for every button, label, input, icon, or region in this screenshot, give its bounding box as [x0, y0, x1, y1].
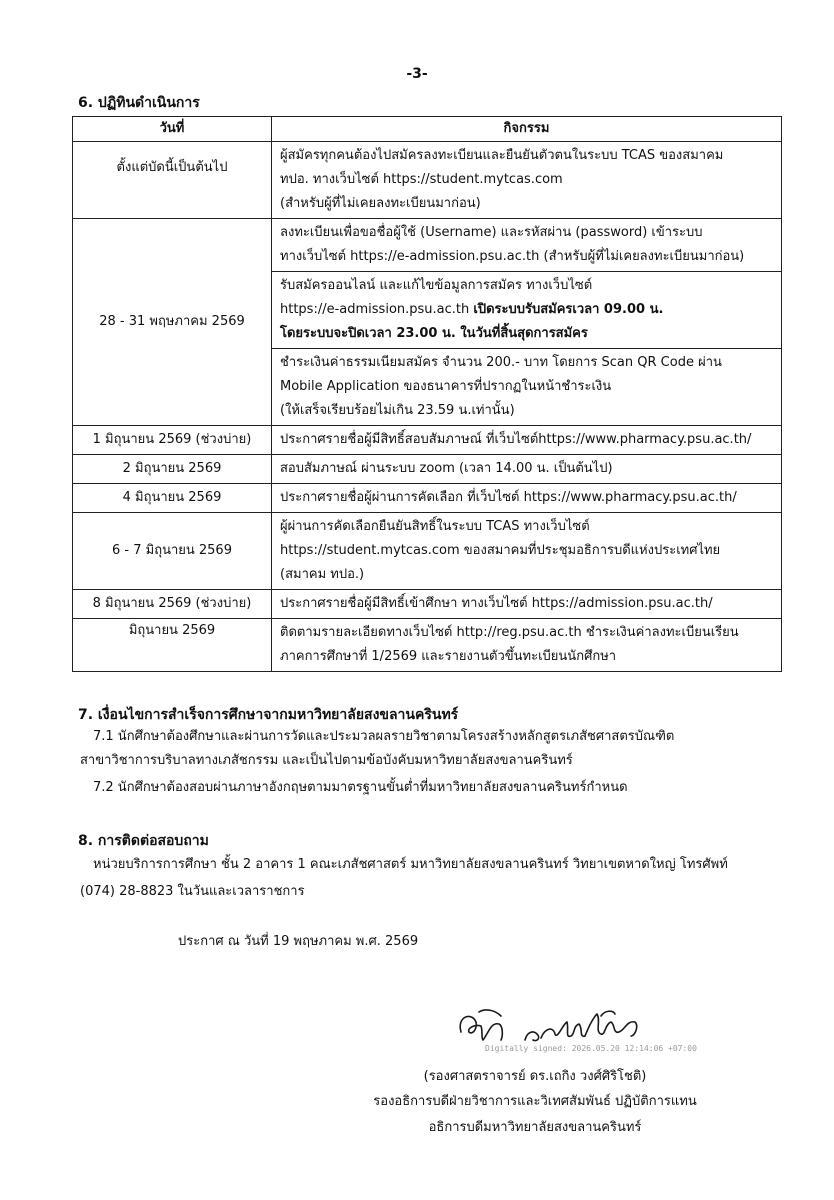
activity-line: สอบสัมภาษณ์ ผ่านระบบ zoom (เวลา 14.00 น. เป็นต้นไป)	[280, 461, 613, 476]
activity-line: ผู้ผ่านการคัดเลือกยืนยันสิทธิ์ในระบบ TCAS ทางเว็บไซต์	[280, 519, 590, 534]
date-text: 8 มิถุนายน 2569 (ช่วงบ่าย)	[92, 596, 252, 611]
date-cell	[73, 619, 272, 672]
table-row	[73, 426, 782, 455]
date-cell	[73, 484, 272, 513]
date-text: 1 มิถุนายน 2569 (ช่วงบ่าย)	[92, 432, 252, 447]
digital-signature-note: Digitally signed: 2026.05.20 12:14:06 +07:00	[485, 1044, 697, 1053]
table-row	[73, 484, 782, 513]
activity-line: (สมาคม ทปอ.)	[280, 567, 365, 582]
date-cell	[73, 426, 272, 455]
activity-line: ทปอ. ทางเว็บไซต์ https://student.mytcas.com	[280, 172, 563, 187]
activity-line: ประกาศรายชื่อผู้มีสิทธิ์สอบสัมภาษณ์ ที่เว็บไซต์https://www.pharmacy.psu.ac.th/	[280, 432, 752, 447]
table-row	[73, 590, 782, 619]
date-cell	[73, 513, 272, 590]
activity-line: ผู้สมัครทุกคนต้องไปสมัครลงทะเบียนและยืนยันตัวตนในระบบ TCAS ของสมาคม	[280, 148, 724, 163]
activity-line: ภาคการศึกษาที่ 1/2569 และรายงานตัวขึ้นทะเบียนนักศึกษา	[280, 649, 617, 664]
condition-7-1-line1: 7.1 นักศึกษาต้องศึกษาและผ่านการวัดและประมวลผลรายวิชาตามโครงสร้างหลักสูตรเภสัชศาสตรบัณฑิต	[93, 729, 675, 744]
contact-line1: หน่วยบริการการศึกษา ชั้น 2 อาคาร 1 คณะเภสัชศาสตร์ มหาวิทยาลัยสงขลานครินทร์ วิทยาเขตหาดใหญ่ โทรศัพท์	[93, 857, 728, 872]
header-date: วันที่	[73, 117, 272, 142]
activity-line: ลงทะเบียนเพื่อขอชื่อผู้ใช้ (Username) และรหัสผ่าน (password) เข้าระบบ	[280, 225, 703, 240]
activity-cell	[272, 142, 782, 219]
activity-cell	[272, 590, 782, 619]
activity-line: รับสมัครออนไลน์ และแก้ไขข้อมูลการสมัคร ทางเว็บไซต์	[280, 278, 593, 293]
section-7-heading: 7. เงื่อนไขการสำเร็จการศึกษาจากมหาวิทยาลัยสงขลานครินทร์	[78, 707, 459, 723]
activity-line: Mobile Application ของธนาคารที่ปรากฏในหน้าชำระเงิน	[280, 379, 612, 394]
date-text: ตั้งแต่บัดนี้เป็นต้นไป	[116, 160, 228, 175]
table-row	[73, 455, 782, 484]
activity-cell	[272, 619, 782, 672]
activity-bold-text: เปิดระบบรับสมัครเวลา 09.00 น.	[473, 302, 664, 317]
date-cell	[73, 219, 272, 426]
signatory-name: (รองศาสตราจารย์ ดร.เถกิง วงศ์ศิริโชติ)	[423, 1069, 647, 1084]
signatory-position: อธิการบดีมหาวิทยาลัยสงขลานครินทร์	[428, 1120, 642, 1135]
activity-cell	[272, 455, 782, 484]
activity-line: (สำหรับผู้ที่ไม่เคยลงทะเบียนมาก่อน)	[280, 196, 481, 211]
date-text: 28 - 31 พฤษภาคม 2569	[99, 314, 245, 329]
section-8-heading: 8. การติดต่อสอบถาม	[78, 833, 209, 849]
table-row	[73, 513, 782, 590]
date-cell	[73, 455, 272, 484]
date-cell	[73, 142, 272, 219]
contact-line2: (074) 28-8823 ในวันและเวลาราชการ	[80, 884, 305, 899]
activity-line: ชำระเงินค่าธรรมเนียมสมัคร จำนวน 200.- บาท โดยการ Scan QR Code ผ่าน	[280, 355, 722, 370]
activity-line: (ให้เสร็จเรียบร้อยไม่เกิน 23.59 น.เท่านั้น)	[280, 403, 515, 418]
date-text: 2 มิถุนายน 2569	[122, 461, 222, 476]
table-header-row	[73, 117, 782, 142]
date-text: 4 มิถุนายน 2569	[122, 490, 222, 505]
condition-7-1-line2: สาขาวิชาการบริบาลทางเภสัชกรรม และเป็นไปตามข้อบังคับมหาวิทยาลัยสงขลานครินทร์	[80, 753, 573, 768]
activity-cell	[272, 426, 782, 455]
schedule-table	[72, 116, 782, 672]
date-cell	[73, 590, 272, 619]
announcement-date: ประกาศ ณ วันที่ 19 พฤษภาคม พ.ศ. 2569	[178, 934, 419, 949]
activity-cell	[272, 349, 782, 426]
page-number: -3-	[406, 66, 428, 82]
activity-cell	[272, 219, 782, 272]
activity-cell	[272, 272, 782, 349]
activity-url: https://e-admission.psu.ac.th	[280, 302, 474, 317]
table-row	[73, 219, 782, 272]
activity-line: ประกาศรายชื่อผู้ผ่านการคัดเลือก ที่เว็บไซต์ https://www.pharmacy.psu.ac.th/	[280, 490, 737, 505]
table-row	[73, 619, 782, 672]
activity-line: ทางเว็บไซต์ https://e-admission.psu.ac.th (สำหรับผู้ที่ไม่เคยลงทะเบียนมาก่อน)	[280, 249, 745, 264]
date-text: มิถุนายน 2569	[128, 623, 216, 638]
activity-line	[280, 298, 775, 322]
activity-line: ประกาศรายชื่อผู้มีสิทธิ์เข้าศึกษา ทางเว็บไซต์ https://admission.psu.ac.th/	[280, 596, 713, 611]
activity-cell	[272, 484, 782, 513]
table-row	[73, 142, 782, 219]
header-activity: กิจกรรม	[272, 117, 782, 142]
activity-bold-text: โดยระบบจะปิดเวลา 23.00 น. ในวันที่สิ้นสุดการสมัคร	[280, 326, 588, 341]
condition-7-2: 7.2 นักศึกษาต้องสอบผ่านภาษาอังกฤษตามมาตรฐานขั้นต่ำที่มหาวิทยาลัยสงขลานครินทร์กำหนด	[93, 780, 628, 795]
signatory-position: รองอธิการบดีฝ่ายวิชาการและวิเทศสัมพันธ์ ปฏิบัติการแทน	[373, 1094, 697, 1109]
activity-cell	[272, 513, 782, 590]
activity-line: ติดตามรายละเอียดทางเว็บไซต์ http://reg.psu.ac.th ชำระเงินค่าลงทะเบียนเรียน	[280, 625, 739, 640]
section-6-heading: 6. ปฏิทินดำเนินการ	[78, 95, 200, 111]
date-text: 6 - 7 มิถุนายน 2569	[112, 543, 232, 558]
activity-line: https://student.mytcas.com ของสมาคมที่ประชุมอธิการบดีแห่งประเทศไทย	[280, 543, 721, 558]
